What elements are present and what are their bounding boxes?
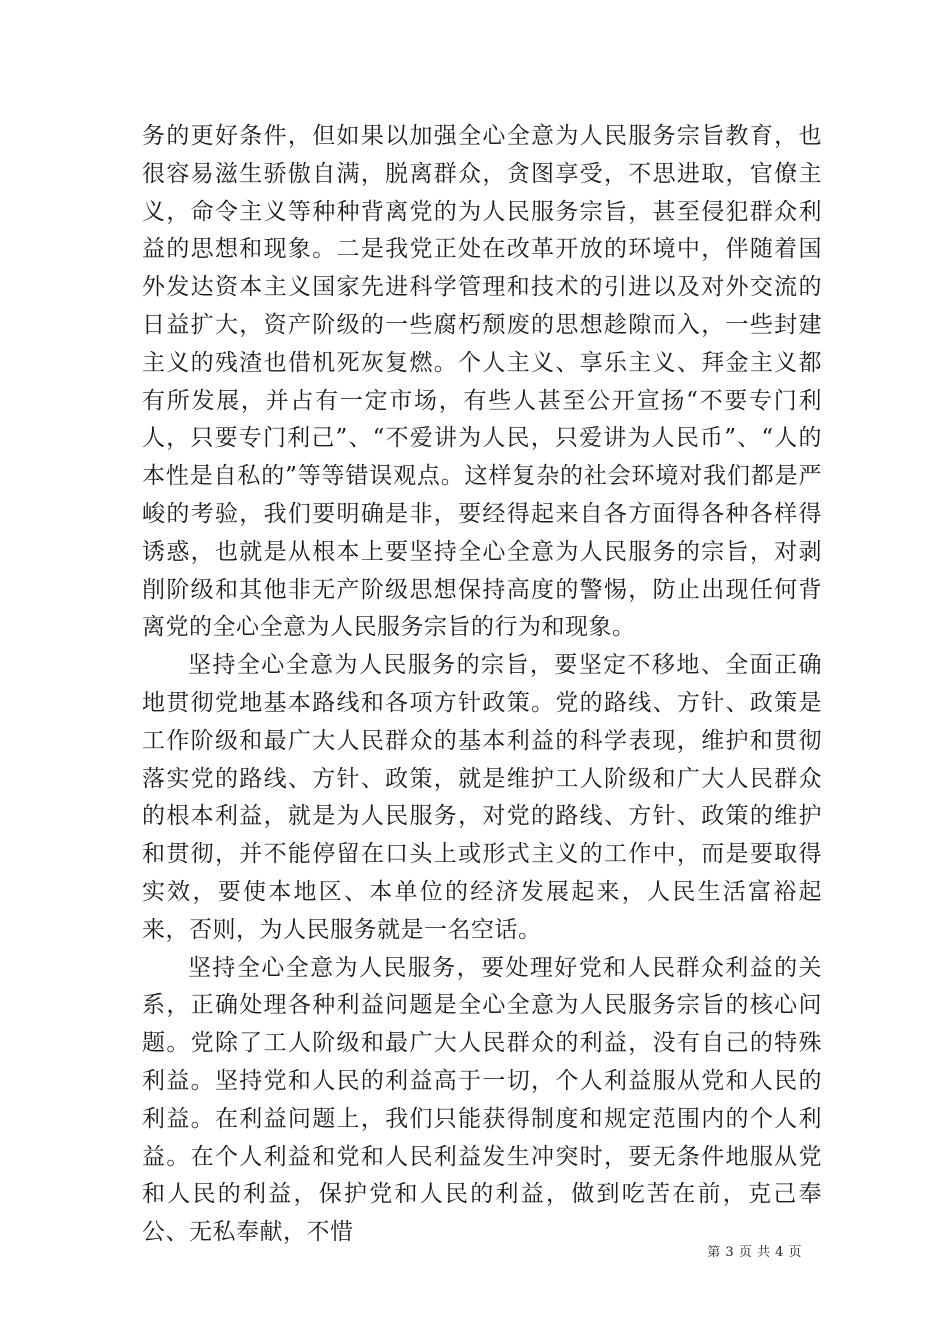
document-body	[142, 118, 822, 1252]
page-number-footer: 第 3 页 共 4 页	[707, 1245, 802, 1260]
paragraph-3: 坚持全心全意为人民服务，要处理好党和人民群众利益的关系，正确处理各种利益问题是全心全意为人民服务宗旨的核心问题。党除了工人阶级和最广大人民群众的利益，没有自己的特殊利益。坚持党和人民的利益高于一切，个人利益服从党和人民的利益。在利益问题上，我们只能获得制度和规定范围内的个人利益。在个人利益和党和人民利益发生冲突时，要无条件地服从党和人民的利益，保护党和人民的利益，做到吃苦在前，克己奉公、无私奉献，不惜	[142, 954, 822, 1246]
paragraph-1: 务的更好条件，但如果以加强全心全意为人民服务宗旨教育，也很容易滋生骄傲自满，脱离群众，贪图享受，不思进取，官僚主义，命令主义等种种背离党的为人民服务宗旨，甚至侵犯群众利益的思想和现象。二是我党正处在改革开放的环境中，伴随着国外发达资本主义国家先进科学管理和技术的引进以及对外交流的日益扩大，资产阶级的一些腐朽颓废的思想趁隙而入，一些封建主义的残渣也借机死灰复燃。个人主义、享乐主义、拜金主义都有所发展，并占有一定市场，有些人甚至公开宣扬“不要专门利人，只要专门利己”、“不爱讲为人民，只爱讲为人民币”、“人的本性是自私的”等等错误观点。这样复杂的社会环境对我们都是严峻的考验，我们要明确是非，要经得起来自各方面得各种各样得诱惑，也就是从根本上要坚持全心全意为人民服务的宗旨，对剥削阶级和其他非无产阶级思想保持高度的警惕，防止出现任何背离党的全心全意为人民服务宗旨的行为和现象。	[142, 123, 822, 641]
paragraph-2: 坚持全心全意为人民服务的宗旨，要坚定不移地、全面正确地贯彻党地基本路线和各项方针政策。党的路线、方针、政策是工作阶级和最广大人民群众的基本利益的科学表现，维护和贯彻落实党的路线、方针、政策，就是维护工人阶级和广大人民群众的根本利益，就是为人民服务，对党的路线、方针、政策的维护和贯彻，并不能停留在口头上或形式主义的工作中，而是要取得实效，要使本地区、本单位的经济发展起来，人民生活富裕起来，否则，为人民服务就是一名空话。	[142, 652, 822, 943]
